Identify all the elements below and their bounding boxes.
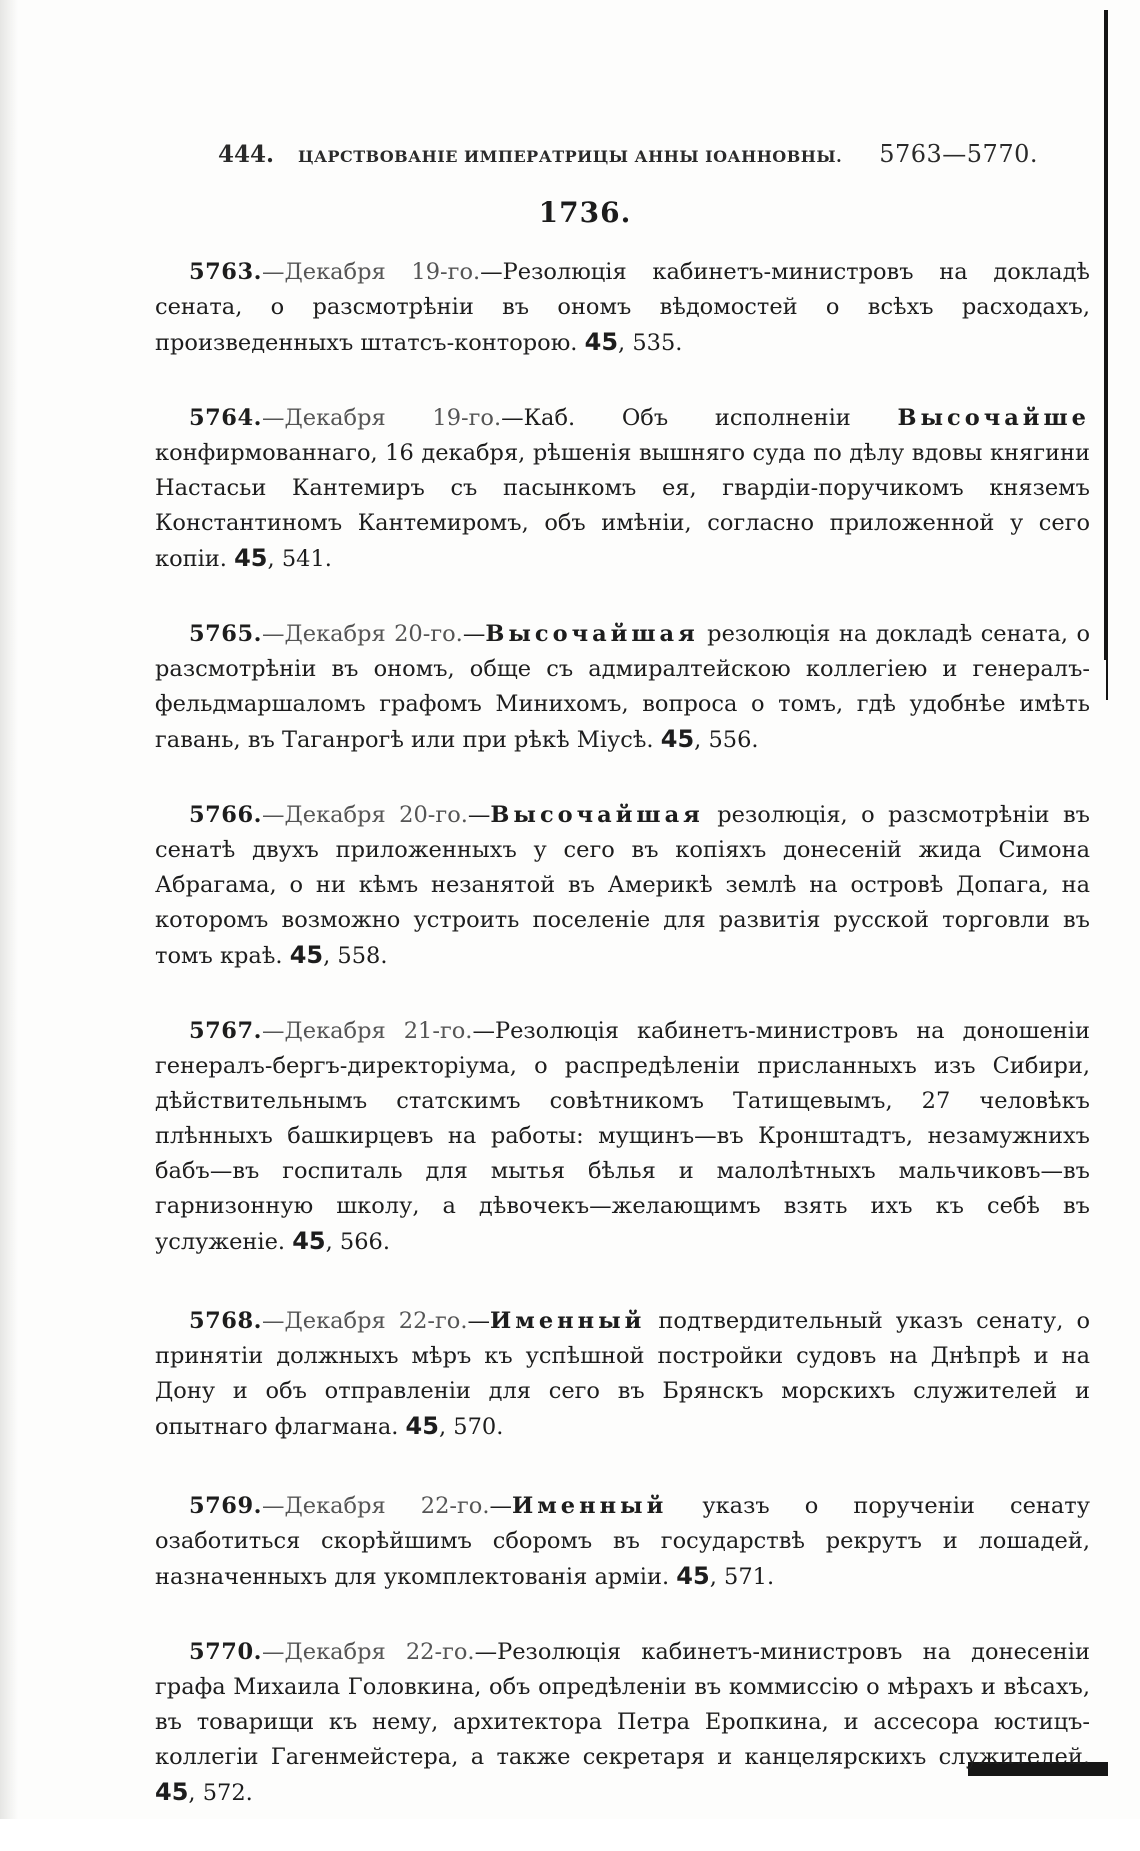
entry-date: —Декабря 20-го. [261,621,463,647]
entry-page: , 558. [323,943,388,969]
entry-text-after: резолюція на докладѣ сената, о разсмотрѣніи въ ономъ, обще съ адмиралтейскою коллегіею и генералъ-фельдмаршаломъ графомъ Минихомъ, вопроса о томъ, гдѣ удобнѣе имѣть гавань, въ Таганрогѣ или при рѣкѣ Міусѣ. [155,621,1090,753]
entry-5765 [155,617,1090,758]
entry-text-after: резолюція, о разсмотрѣніи въ сенатѣ двухъ приложенныхъ у сего въ копіяхъ донесеній жида Симона Абрагама, о ни кѣмъ незанятой въ Америкѣ землѣ на островѣ Допага, на которомъ возможно устроить поселеніе для развитія русской торговли въ томъ краѣ. [155,802,1090,969]
entry-number: 5766. [189,802,262,828]
entry-volume: 45 [676,1562,710,1590]
entry-page: , 571. [709,1564,775,1590]
entry-number: 5764. [189,405,262,431]
entry-number: 5767. [189,1018,262,1044]
entry-text: — [489,1493,512,1519]
entry-volume: 45 [292,1227,326,1255]
entry-page: , 572. [188,1780,253,1806]
entry-page: , 541. [267,546,332,572]
entry-emphasis: Именный [490,1308,646,1334]
entry-text: — [462,621,486,647]
entry-page: , 535. [618,330,683,356]
entry-5764 [155,401,1090,577]
entry-text: —Каб. Объ исполненіи [501,405,898,431]
entry-text-after: конфирмованнаго, 16 декабря, рѣшенія вышняго суда по дѣлу вдовы княгини Настасьи Кантемиръ съ пасынкомъ ея, гвардіи-поручикомъ княземъ Константиномъ Кантемиромъ, объ имѣніи, согласно приложенной у сего копіи. [155,440,1090,572]
entry-5770 [155,1635,1090,1811]
entry-volume: 45 [289,941,324,969]
entry-number: 5763. [189,259,262,285]
entry-number: 5770. [189,1639,262,1665]
entry-5766 [155,798,1090,974]
entries-list [155,255,1090,1851]
page-spine-shadow [0,0,18,1819]
year-heading: 1736. [538,196,632,229]
entry-text: —Резолюція кабинетъ-министровъ на докладѣ сената, о разсмотрѣніи въ ономъ вѣдомостей о всѣхъ расходахъ, произведенныхъ штатсъ-конторою. [155,259,1090,356]
entry-number: 5769. [189,1493,262,1519]
running-title: ЦАРСТВОВАНІЕ ИМПЕРАТРИЦЫ АННЫ ІОАННОВНЫ. [298,147,843,166]
entry-emphasis: Высочайше [897,405,1090,431]
entry-volume: 45 [660,725,695,753]
entry-volume: 45 [234,544,268,572]
entry-date: —Декабря 19-го. [261,259,481,285]
entry-number: 5765. [189,621,262,647]
right-edge-rule [1104,10,1108,660]
entry-text: — [467,1308,491,1334]
entry-date: —Декабря 22-го. [261,1493,490,1519]
entry-text-after: указъ о порученіи сенату озаботиться скорѣйшимъ сборомъ въ государствѣ рекрутъ и лошадей, назначенныхъ для укомплектованія арміи. [155,1493,1090,1590]
entry-5768 [155,1304,1090,1445]
right-edge-rule-lower [1106,660,1108,700]
running-header [218,140,1038,174]
entry-date: —Декабря 19-го. [261,405,502,431]
entry-emphasis: Высочайшая [490,802,704,828]
entry-date: —Декабря 20-го. [261,802,468,828]
entry-text: —Резолюція кабинетъ-министровъ на доношеніи генералъ-бергъ-директоріума, о распредѣленіи присланныхъ изъ Сибири, дѣйствительнымъ статскимъ совѣтникомъ Татищевымъ, 27 человѣкъ плѣнныхъ башкирцевъ на работы: мущинъ—въ Кронштадтъ, незамужнихъ бабъ—въ госпиталь для мытья бѣлья и малолѣтныхъ мальчиковъ—въ гарнизонную школу, а дѣвочекъ—желающимъ взять ихъ къ себѣ въ услуженіе. [155,1018,1090,1255]
entry-range: 5763—5770. [879,140,1038,168]
entry-emphasis: Именный [511,1493,668,1519]
entry-text-after: подтвердительный указъ сенату, о принятіи должныхъ мѣръ къ успѣшной постройки судовъ на Днѣпрѣ и на Дону и объ отправленіи для сего въ Брянскъ морскихъ служителей и опытнаго флагмана. [155,1308,1090,1440]
entry-date: —Декабря 22-го. [261,1639,475,1665]
entry-5767 [155,1014,1090,1260]
entry-5769 [155,1489,1090,1595]
entry-text: —Резолюція кабинетъ-министровъ на донесеніи графа Михаила Головкина, объ опредѣленіи въ коммиссію о мѣрахъ и вѣсахъ, въ товарищи къ нему, архитектора Петра Еропкина, и ассесора юстицъ-коллегіи Гагенмейстера, а также секретаря и канцелярскихъ служителей. [155,1639,1090,1770]
entry-page: , 566. [325,1229,391,1255]
entry-5763 [155,255,1090,361]
page-number: 444. [218,141,275,168]
entry-volume: 45 [405,1412,439,1440]
entry-number: 5768. [189,1308,262,1334]
entry-page: , 556. [694,727,759,753]
entry-emphasis: Высочайшая [485,621,699,647]
entry-volume: 45 [584,328,619,356]
entry-page: , 570. [438,1414,504,1440]
entry-date: —Декабря 21-го. [261,1018,473,1044]
entry-volume: 45 [155,1778,189,1806]
entry-date: —Декабря 22-го. [261,1308,468,1334]
entry-text: — [467,802,491,828]
